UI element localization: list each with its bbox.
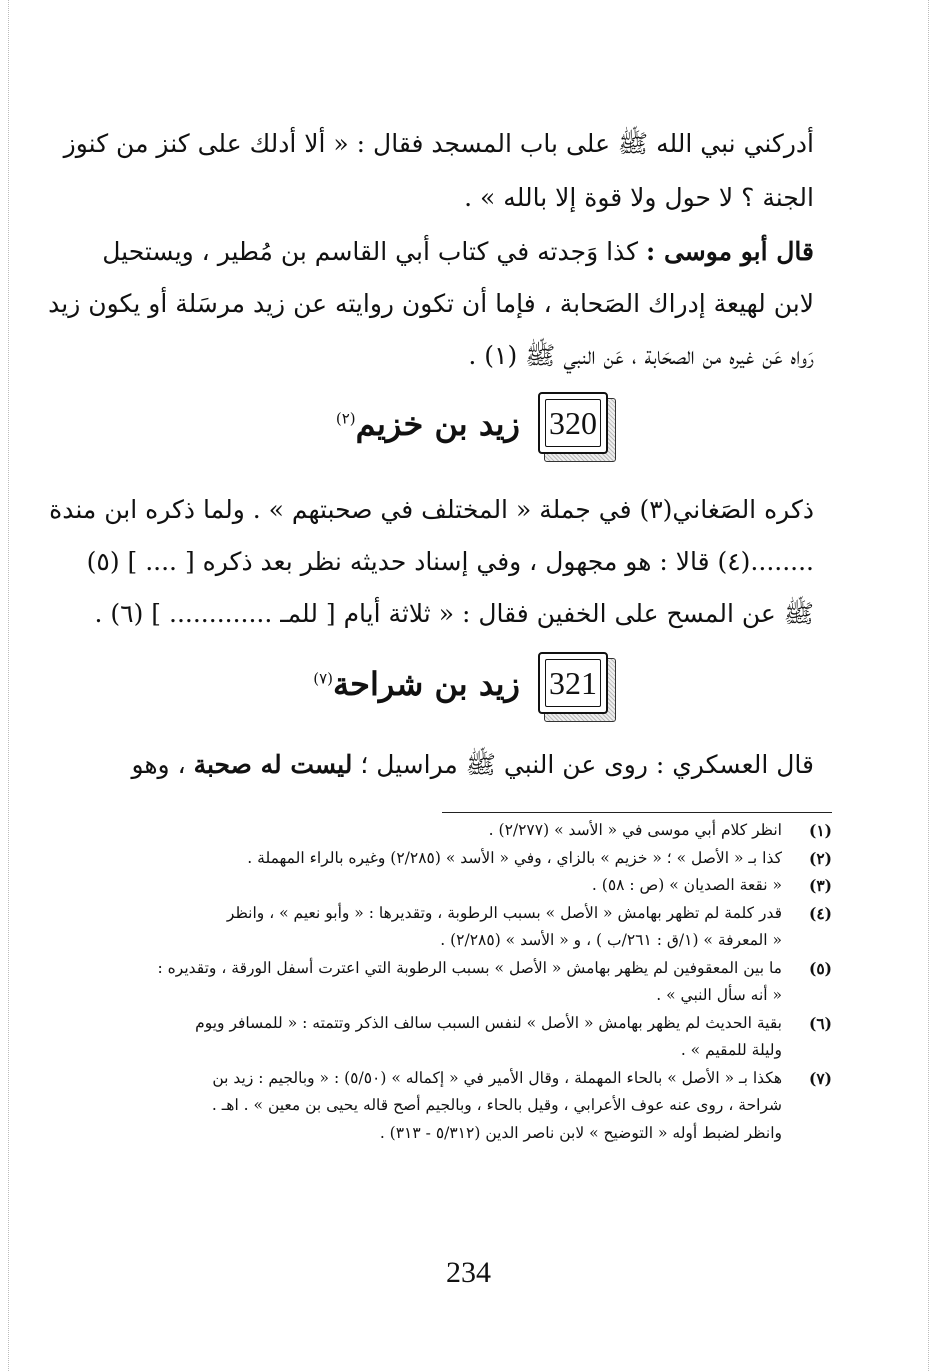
- paragraph-line: قال العسكري : روى عن النبي ﷺ مراسيل ؛ ليست له صحبة ، وهو: [131, 750, 814, 779]
- footnote-number: (٢): [808, 848, 832, 868]
- footnote-ref: (٢): [335, 409, 356, 428]
- footnote-2: [84, 845, 832, 873]
- footnote-divider: [442, 812, 832, 813]
- footnote-text: ما بين المعقوفين لم يظهر بهامش « الأصل » بسبب الرطوبة التي اعترت أسفل الورقة ، وتقديره :: [157, 958, 782, 977]
- footnotes: [84, 817, 832, 1147]
- footnote-7: [84, 1065, 832, 1148]
- footnote-5: [84, 955, 832, 1010]
- paragraph-1: [63, 117, 814, 225]
- footnote-text: « المعرفة » (١/ق : ٢٦١/ب ) ، و « الأسد » (٢/٢٨٥) .: [440, 931, 782, 949]
- footnote-text: « نقعة الصديان » (ص : ٥٨) .: [591, 876, 782, 894]
- entry-title: زيد بن خزيم$^{(٢)}$: [335, 405, 520, 443]
- paragraph-line: لابن لهيعة إدراك الصَحابة ، فإما أن تكون روايته عن زيد مرسَلة أو يكون زيد: [48, 289, 814, 318]
- entry-heading-320: [0, 392, 937, 472]
- entry-number-box: [538, 392, 612, 456]
- footnote-6: [84, 1010, 832, 1065]
- footnote-number: (٦): [808, 1013, 832, 1033]
- footnote-text: « أنه سأل النبي » .: [656, 986, 782, 1004]
- speaker-label: قال أبو موسى :: [646, 237, 814, 266]
- footnote-number: (٣): [808, 876, 832, 895]
- paragraph-3: [49, 484, 814, 640]
- footnote-3: [84, 872, 832, 900]
- footnote-text: بقية الحديث لم يظهر بهامش « الأصل » لنفس السبب سالف الذكر وتتمته : « للمسافر ويوم: [195, 1013, 782, 1032]
- paragraph-line: رَواه عَن غيره من الصحَابة ، عَن النبي ﷺ (١) .: [468, 341, 814, 370]
- paragraph-line: ﷺ عن المسح على الخفين فقال : « ثلاثة أيام [ للمـ ............. ] (٦) .: [94, 599, 814, 628]
- footnote-number: (٤): [808, 903, 832, 923]
- paragraph-line: الجنة ؟ لا حول ولا قوة إلا بالله » .: [464, 183, 814, 212]
- entry-number: 320: [545, 399, 601, 447]
- footnote-number: (٥): [808, 958, 832, 978]
- footnote-text: كذا بـ « الأصل » ؛ « خزيم » بالزاي ، وفي « الأسد » (٢/٢٨٥) وغيره بالراء المهملة .: [247, 848, 782, 867]
- emphasis-text: ليست له صحبة: [193, 750, 353, 779]
- paragraph-text: كذا وَجدته في كتاب أبي القاسم بن مُطير ، ويستحيل: [102, 237, 639, 266]
- footnote-number: (١): [808, 821, 832, 840]
- entry-number: 321: [545, 659, 601, 707]
- entry-heading-321: [0, 652, 937, 732]
- paragraph-line: أدركني نبي الله ﷺ على باب المسجد فقال : « ألا أدلك على كنز من كنوز: [63, 129, 814, 158]
- footnote-1: [84, 817, 832, 845]
- entry-number-box: [538, 652, 612, 716]
- paragraph-4: [84, 738, 814, 792]
- paragraph-line: ذكره الصَغاني(٣) في جملة « المختلف في صحبتهم » . ولما ذكره ابن مندة: [49, 495, 814, 524]
- footnote-text: هكذا بـ « الأصل » بالحاء المهملة ، وقال الأمير في « إكماله » (٥/٥٠) : « وبالجيم : زيد بن: [212, 1068, 782, 1087]
- page-number: 234: [446, 1256, 491, 1289]
- footnote-text: وانظر لضبط أوله « التوضيح » لابن ناصر الدين (٥/٣١٢ - ٣١٣) .: [379, 1123, 782, 1142]
- footnote-text: وليلة للمقيم » .: [680, 1041, 782, 1059]
- footnote-ref: (٧): [313, 669, 333, 688]
- footnote-text: شراحة ، روى عنه عوف الأعرابي ، وقيل بالحاء ، وبالجيم أصح قاله يحيى بن معين » . اهـ .: [211, 1096, 782, 1114]
- footnote-text: انظر كلام أبي موسى في « الأسد » (٢/٢٧٧) .: [488, 821, 782, 839]
- footnote-text: قدر كلمة لم تظهر بهامش « الأصل » بسبب الرطوبة ، وتقديرها : « وأبو نعيم » ، وانظر: [226, 903, 782, 922]
- footnote-4: [84, 900, 832, 955]
- footnote-number: (٧): [808, 1068, 832, 1088]
- paragraph-2: [48, 226, 814, 382]
- paragraph-line: ........(٤) قالا : هو مجهول ، وفي إسناد حديثه نظر بعد ذكره [ .... ] (٥): [86, 547, 814, 576]
- entry-title: زيد بن شراحة$^{(٧)}$: [313, 665, 520, 703]
- paragraph-line: [84, 226, 814, 278]
